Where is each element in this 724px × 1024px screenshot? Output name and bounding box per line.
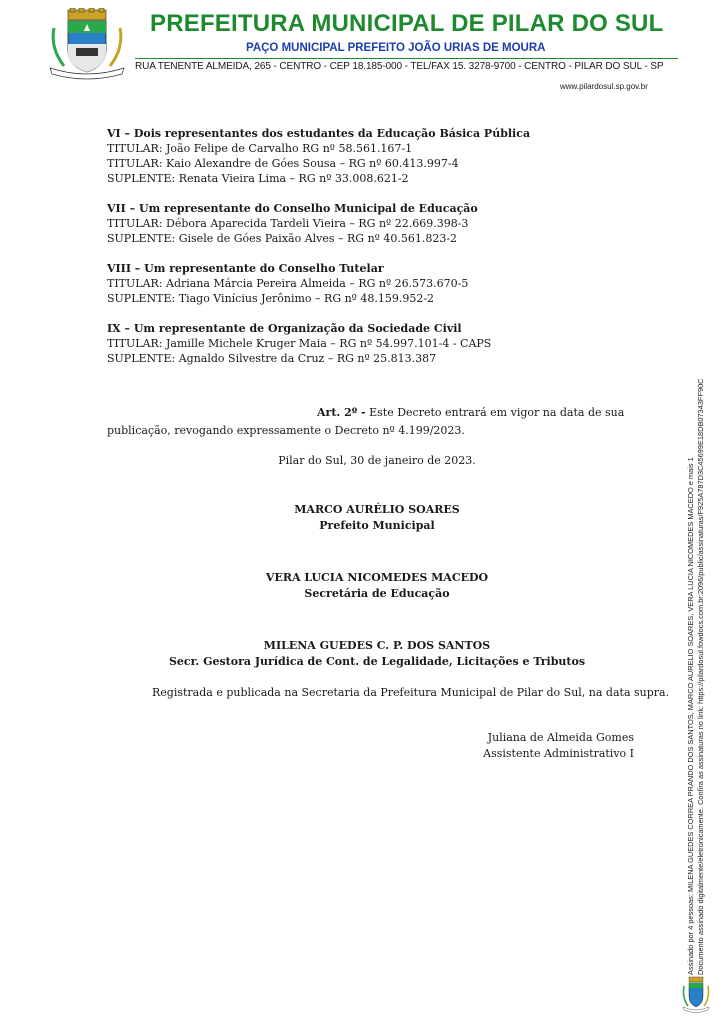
member-line: TITULAR: Kaio Alexandre de Góes Sousa – RG nº 60.413.997-4 bbox=[107, 157, 459, 170]
signatory-name: MILENA GUEDES C. P. DOS SANTOS bbox=[263, 639, 491, 652]
member-line: TITULAR: Jamille Michele Kruger Maia – RG nº 54.997.101-4 - CAPS bbox=[107, 337, 492, 350]
article-label: Art. 2º - bbox=[317, 406, 366, 419]
digital-signature-stamp bbox=[686, 378, 706, 975]
assistant-role: Assistente Administrativo I bbox=[483, 747, 634, 760]
member-line: SUPLENTE: Renata Vieira Lima – RG nº 33.008.621-2 bbox=[107, 172, 409, 185]
assistant-signature bbox=[483, 730, 634, 762]
member-line: TITULAR: Adriana Márcia Pereira Almeida – RG nº 26.573.670-5 bbox=[107, 277, 469, 290]
signatory-name: MARCO AURÉLIO SOARES bbox=[294, 503, 460, 516]
section-title: VI – Dois representantes dos estudantes da Educação Básica Pública bbox=[107, 127, 531, 140]
registration-note: Registrada e publicada na Secretaria da Prefeitura Municipal de Pilar do Sul, na data supra. bbox=[152, 686, 670, 699]
municipal-coat-of-arms-icon bbox=[46, 8, 128, 80]
header-subtitle: PAÇO MUNICIPAL PREFEITO JOÃO URIAS DE MOURA bbox=[246, 42, 546, 54]
article-text-2: publicação, revogando expressamente o Decreto nº 4.199/2023. bbox=[107, 424, 465, 437]
header-website: www.pilardosul.sp.gov.br bbox=[560, 82, 648, 91]
stamp-line-2[interactable]: Documento assinado digitalmente/eletronicamente. Confira as assinaturas no link: https://pilardosul.fowdocs.com.br:2096/public/assinaturas/F925A787D3C45699E18DB07343FF90C bbox=[696, 378, 705, 975]
document-body bbox=[107, 126, 647, 381]
section-title: VIII – Um representante do Conselho Tutelar bbox=[107, 262, 384, 275]
signatory-role: Prefeito Municipal bbox=[319, 519, 435, 532]
section-ix bbox=[107, 321, 647, 366]
signature-legal-secretary bbox=[0, 638, 724, 670]
member-line: SUPLENTE: Gisele de Góes Paixão Alves – RG nº 40.561.823-2 bbox=[107, 232, 458, 245]
member-line: SUPLENTE: Agnaldo Silvestre da Cruz – RG nº 25.813.387 bbox=[107, 352, 437, 365]
section-title: VII – Um representante do Conselho Municipal de Educação bbox=[107, 202, 478, 215]
signature-mayor bbox=[0, 502, 724, 534]
header-divider bbox=[135, 58, 678, 59]
section-viii bbox=[107, 261, 647, 306]
signatory-role: Secretária de Educação bbox=[304, 587, 450, 600]
letterhead bbox=[0, 0, 724, 100]
header-address: RUA TENENTE ALMEIDA, 265 - CENTRO - CEP 18.185-000 - TEL/FAX 15. 3278-9700 - CENTRO - PILAR DO SUL - SP bbox=[135, 61, 664, 72]
small-coat-of-arms-icon bbox=[681, 976, 711, 1014]
section-title: IX – Um representante de Organização da Sociedade Civil bbox=[107, 322, 462, 335]
stamp-line-1: Assinado por 4 pessoas: MILENA GUEDES CORREA PRANDO DOS SANTOS, MARCO AURELIO SOARES, VERA LUCIA NICOMEDES MACEDO e mais 1 bbox=[686, 457, 695, 975]
article-text-1: Este Decreto entrará em vigor na data de sua bbox=[365, 406, 625, 419]
signatory-role: Secr. Gestora Jurídica de Cont. de Legalidade, Licitações e Tributos bbox=[168, 655, 586, 668]
assistant-name: Juliana de Almeida Gomes bbox=[487, 731, 634, 744]
header-title: PREFEITURA MUNICIPAL DE PILAR DO SUL bbox=[150, 10, 664, 37]
date-line: Pilar do Sul, 30 de janeiro de 2023. bbox=[278, 454, 476, 467]
member-line: TITULAR: Débora Aparecida Tardeli Vieira – RG nº 22.669.398-3 bbox=[107, 217, 469, 230]
member-line: TITULAR: João Felipe de Carvalho RG nº 58.561.167-1 bbox=[107, 142, 413, 155]
member-line: SUPLENTE: Tiago Vinícius Jerônimo – RG nº 48.159.952-2 bbox=[107, 292, 435, 305]
signatory-name: VERA LUCIA NICOMEDES MACEDO bbox=[265, 571, 489, 584]
signature-education-secretary bbox=[0, 570, 724, 602]
article-2 bbox=[107, 404, 647, 440]
section-vi bbox=[107, 126, 647, 186]
section-vii bbox=[107, 201, 647, 246]
